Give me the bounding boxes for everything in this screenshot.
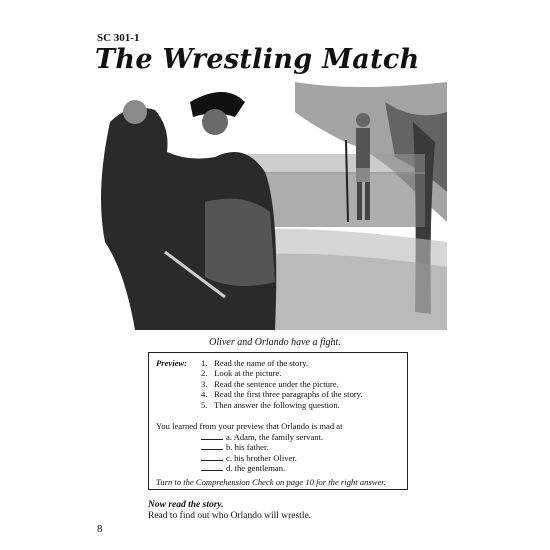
picture-caption: Oliver and Orlando have a fight.	[209, 337, 341, 348]
answer-option-c[interactable]: c. his brother Oliver.	[201, 453, 323, 463]
story-title: The Wrestling Match	[95, 44, 420, 75]
answer-blank[interactable]	[201, 463, 223, 471]
wrestling-illustration	[95, 82, 447, 330]
answer-option-d[interactable]: d. the gentleman.	[201, 463, 323, 473]
preview-steps	[201, 358, 363, 410]
preview-step: 4. Read the first three paragraphs of the story.	[201, 389, 363, 400]
preview-step: 5. Then answer the following question.	[201, 399, 340, 410]
preview-step: 3. Read the sentence under the picture.	[201, 378, 339, 389]
answer-blank[interactable]	[201, 442, 223, 450]
preview-step: 1. Read the name of the story.	[201, 358, 309, 368]
preview-question: You learned from your preview that Orlando is mad at	[156, 421, 343, 431]
answer-option-a[interactable]: a. Adam, the family servant.	[201, 432, 323, 442]
answer-blank[interactable]	[201, 432, 223, 440]
answer-blank[interactable]	[201, 453, 223, 461]
comprehension-check-note: Turn to the Comprehension Check on page 10 for the right answer.	[156, 477, 386, 487]
answer-options	[201, 432, 323, 474]
reading-purpose: Read to find out who Orlando will wrestle.	[148, 511, 312, 521]
preview-box	[148, 352, 408, 490]
page-number: 8	[97, 523, 103, 535]
preview-step: 2. Look at the picture.	[201, 368, 282, 379]
lesson-code: SC 301-1	[97, 32, 140, 44]
answer-option-b[interactable]: b. his father.	[201, 442, 323, 452]
preview-label: Preview:	[156, 358, 188, 368]
now-read-heading: Now read the story.	[148, 500, 224, 510]
